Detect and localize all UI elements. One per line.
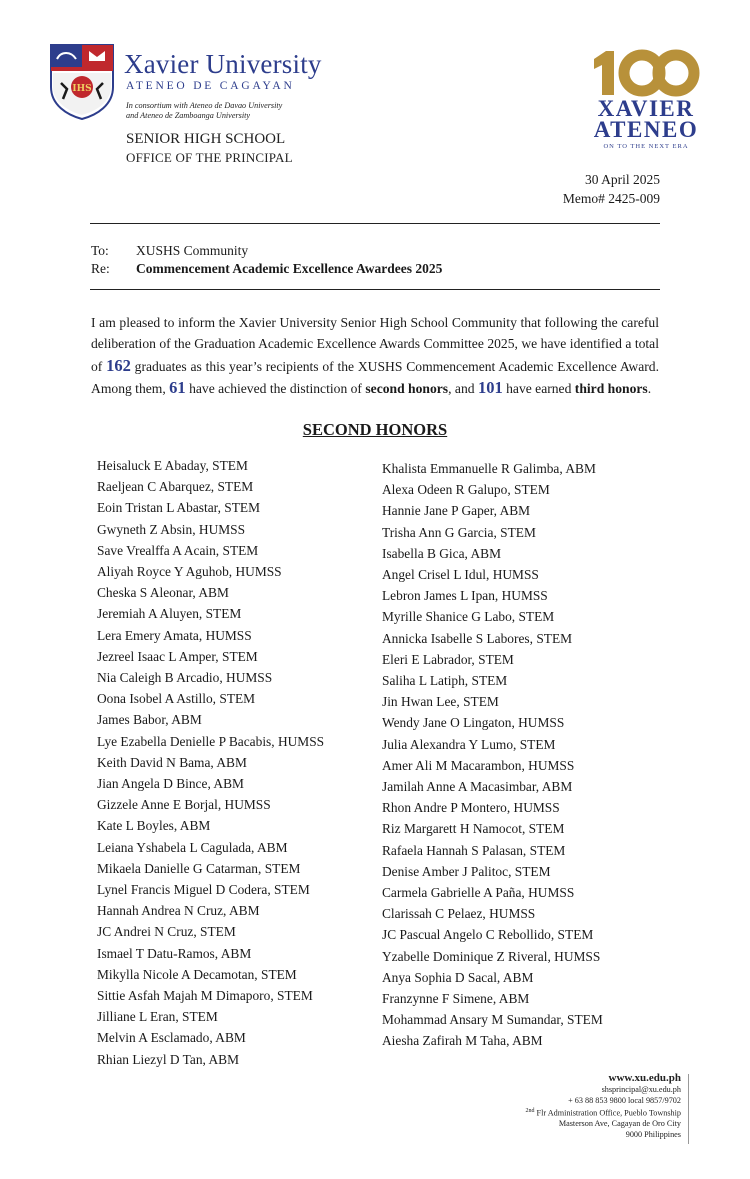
footer-website: www.xu.edu.ph <box>608 1072 681 1084</box>
honoree-name: Clarissah C Pelaez, HUMSS <box>382 906 536 922</box>
footer-email: shsprincipal@xu.edu.ph <box>601 1085 681 1094</box>
footer-contact <box>451 1072 681 1140</box>
university-subtitle: ATENEO DE CAGAYAN <box>126 80 295 92</box>
honoree-name: Lebron James L Ipan, HUMSS <box>382 588 548 604</box>
honoree-name: Hannie Jane P Gaper, ABM <box>382 503 531 519</box>
honoree-name: Franzynne F Simene, ABM <box>382 991 530 1007</box>
para-text-3: have achieved the distinction of <box>189 380 362 396</box>
honoree-name: JC Andrei N Cruz, STEM <box>97 924 236 940</box>
honoree-name: Lynel Francis Miguel D Codera, STEM <box>97 882 310 898</box>
total-count: 162 <box>106 355 131 375</box>
re-label: Re: <box>91 261 110 276</box>
honoree-name: Angel Crisel L Idul, HUMSS <box>382 567 539 583</box>
honoree-name: Leiana Yshabela L Cagulada, ABM <box>97 839 288 855</box>
para-text-2: graduates as this year’s recipients of the XUSHS Commencement Academic Excellence Award. Among them, <box>91 358 659 396</box>
centennial-ateneo-word: ATENEO <box>593 117 699 142</box>
honoree-name: Myrille Shanice G Labo, STEM <box>382 609 555 625</box>
honoree-list-right <box>382 458 603 1052</box>
to-label: To: <box>91 243 109 258</box>
honoree-list-left <box>97 455 324 1070</box>
honoree-name: Trisha Ann G Garcia, STEM <box>382 524 536 540</box>
honoree-name: Wendy Jane O Lingaton, HUMSS <box>382 715 565 731</box>
university-name: Xavier University <box>124 49 322 79</box>
honoree-name: Rafaela Hannah S Palasan, STEM <box>382 842 566 858</box>
honoree-name: Rhian Liezyl D Tan, ABM <box>97 1051 240 1067</box>
centennial-tagline: ON TO THE NEXT ERA <box>603 143 689 150</box>
honoree-name: Aiesha Zafirah M Taha, ABM <box>382 1033 543 1049</box>
honoree-name: Mohammad Ansary M Sumandar, STEM <box>382 1012 603 1028</box>
centennial-xavier-word: XAVIER <box>597 96 695 121</box>
office-school-name: SENIOR HIGH SCHOOL <box>126 131 286 147</box>
consortium-line-2: and Ateneo de Zamboanga University <box>126 111 251 120</box>
honoree-name: Cheska S Aleonar, ABM <box>97 585 229 601</box>
honoree-name: Khalista Emmanuelle R Galimba, ABM <box>382 461 596 476</box>
second-honors-count: 61 <box>169 377 186 397</box>
divider-top <box>90 223 660 224</box>
para-text-4: , <box>448 380 452 396</box>
honoree-name: Amer Ali M Macarambon, HUMSS <box>382 757 575 773</box>
honoree-name: Alexa Odeen R Galupo, STEM <box>382 482 550 498</box>
office-title: OFFICE OF THE PRINCIPAL <box>126 150 293 165</box>
honoree-name: Jilliane L Eran, STEM <box>97 1009 218 1025</box>
divider-bottom <box>90 289 660 290</box>
honoree-name: Aliyah Royce Y Aguhob, HUMSS <box>97 564 282 580</box>
honoree-name: Mikaela Danielle G Catarman, STEM <box>97 860 301 876</box>
university-crest-logo <box>49 43 115 121</box>
honoree-name: Melvin A Esclamado, ABM <box>97 1030 246 1046</box>
intro-paragraph <box>91 312 659 399</box>
footer-phone: + 63 88 853 9800 local 9857/9702 <box>568 1095 681 1105</box>
honoree-name: Kate L Boyles, ABM <box>97 818 211 834</box>
consortium-note <box>126 101 356 121</box>
footer-address-line-1 <box>451 1106 681 1119</box>
honoree-name: Lera Emery Amata, HUMSS <box>97 627 252 643</box>
footer-floor-ordinal: 2nd <box>525 1108 535 1114</box>
memo-date: 30 April 2025 <box>584 172 660 187</box>
honoree-name: Eleri E Labrador, STEM <box>382 651 514 667</box>
honoree-name: Jian Angela D Bince, ABM <box>97 776 244 792</box>
footer-address-text: Flr Administration Office, Pueblo Township <box>536 1108 681 1118</box>
honoree-name: Saliha L Latiph, STEM <box>382 673 508 689</box>
footer-divider <box>688 1074 689 1144</box>
centennial-100-logo <box>590 49 702 97</box>
second-honors-label: second honors <box>365 380 449 396</box>
honoree-name: Hannah Andrea N Cruz, ABM <box>97 903 260 919</box>
honoree-name: Lye Ezabella Denielle P Bacabis, HUMSS <box>97 733 325 749</box>
honoree-name: Jezreel Isaac L Amper, STEM <box>97 648 258 664</box>
consortium-line-1: In consortium with Ateneo de Davao University <box>126 101 283 110</box>
honoree-name: Sittie Asfah Majah M Dimaporo, STEM <box>97 988 313 1004</box>
honoree-name: Rhon Andre P Montero, HUMSS <box>382 800 560 816</box>
honoree-name: Raeljean C Abarquez, STEM <box>97 479 254 495</box>
honoree-name: Nia Caleigh B Arcadio, HUMSS <box>97 670 273 686</box>
honoree-name: Annicka Isabelle S Labores, STEM <box>382 630 573 646</box>
honoree-name: Riz Margarett H Namocot, STEM <box>382 821 565 837</box>
honoree-name: James Babor, ABM <box>97 712 202 728</box>
honoree-name: Denise Amber J Palitoc, STEM <box>382 863 551 879</box>
section-title-second-honors: SECOND HONORS <box>302 420 448 439</box>
honoree-name: Gwyneth Z Absin, HUMSS <box>97 521 246 537</box>
re-subject: Commencement Academic Excellence Awardees 2025 <box>136 261 443 276</box>
para-text-6: have earned <box>506 380 572 396</box>
footer-address-line-2: Masterson Ave, Cagayan de Oro City <box>558 1119 681 1129</box>
honoree-name: Heisaluck E Abaday, STEM <box>97 458 248 473</box>
footer-address-line-3: 9000 Philippines <box>625 1129 681 1139</box>
honoree-name: Julia Alexandra Y Lumo, STEM <box>382 736 556 752</box>
third-honors-count: 101 <box>477 377 503 397</box>
honoree-name: Isabella B Gica, ABM <box>382 545 502 561</box>
to-value: XUSHS Community <box>136 243 249 258</box>
honoree-name: Carmela Gabrielle A Paña, HUMSS <box>382 885 575 901</box>
para-text-5: and <box>454 380 475 396</box>
honoree-name: Mikylla Nicole A Decamotan, STEM <box>97 966 297 982</box>
memo-number: Memo# 2425-009 <box>562 191 660 206</box>
honoree-name: Jin Hwan Lee, STEM <box>382 694 499 710</box>
honoree-name: Anya Sophia D Sacal, ABM <box>382 969 534 985</box>
svg-text:IHS: IHS <box>72 84 92 94</box>
honoree-name: Oona Isobel A Astillo, STEM <box>97 691 256 707</box>
honoree-name: JC Pascual Angelo C Rebollido, STEM <box>382 927 594 943</box>
para-text-7: . <box>647 380 652 396</box>
third-honors-label: third honors <box>574 380 648 396</box>
honoree-name: Save Vrealffa A Acain, STEM <box>97 542 259 558</box>
honoree-name: Yzabelle Dominique Z Riveral, HUMSS <box>382 948 601 964</box>
honoree-name: Jeremiah A Aluyen, STEM <box>97 606 242 622</box>
honoree-name: Gizzele Anne E Borjal, HUMSS <box>97 797 271 813</box>
honoree-name: Jamilah Anne A Macasimbar, ABM <box>382 779 573 795</box>
honoree-name: Keith David N Bama, ABM <box>97 754 247 770</box>
honoree-name: Ismael T Datu-Ramos, ABM <box>97 945 252 961</box>
honoree-name: Eoin Tristan L Abastar, STEM <box>97 500 261 516</box>
para-text-1: I am pleased to inform the Xavier University Senior High School Community that following the careful deliberation of the Graduation Academic Excellence Awards Committee 2025, we have identified a total of <box>91 315 659 374</box>
